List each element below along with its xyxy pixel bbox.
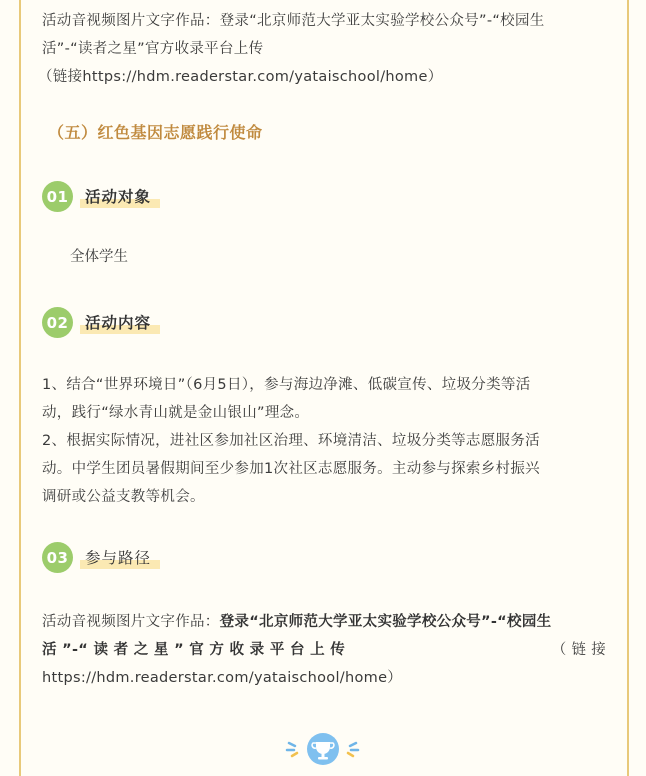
trophy-icon [283, 731, 363, 767]
intro-line-1: 活动音视频图片文字作品：登录“北京师范大学亚太实验学校公众号”-“校园生 [42, 13, 545, 29]
heading-label: 参与路径 [85, 549, 152, 567]
path-link-prefix: （ 链 接 [551, 642, 606, 658]
path-link-url[interactable]: https://hdm.readerstar.com/yataischool/home） [42, 670, 403, 686]
heading-number-badge: 01 [42, 181, 73, 212]
section-title: （五）红色基因志愿践行使命 [48, 123, 263, 142]
intro-link-line: （链接https://hdm.readerstar.com/yataischool/home） [38, 69, 443, 85]
content-line-1: 1、结合“世界环境日”（6月5日），参与海边净滩、低碳宣传、垃圾分类等活 [42, 377, 531, 393]
heading-label: 活动对象 [85, 188, 152, 206]
path-bold-1: 登录“北京师范大学亚太实验学校公众号”-“校园生 [219, 614, 552, 630]
heading-content [42, 307, 242, 341]
intro-paragraph [38, 7, 606, 91]
frame-right-border [627, 0, 629, 776]
content-line-5: 调研或公益支教等机会。 [42, 489, 205, 505]
intro-line-2: 活”-“读者之星”官方收录平台上传 [42, 41, 264, 57]
frame-left-border [19, 0, 21, 776]
heading-label: 活动内容 [85, 314, 152, 332]
content-line-3: 2、根据实际情况，进社区参加社区治理、环境清洁、垃圾分类等志愿服务活 [42, 433, 540, 449]
content-line-2: 动，践行“绿水青山就是金山银山”理念。 [42, 405, 310, 421]
target-text: 全体学生 [70, 249, 128, 265]
path-line-1 [42, 608, 606, 636]
content-paragraph [42, 371, 606, 511]
heading-target [42, 181, 242, 215]
path-paragraph [42, 608, 606, 692]
path-bold-2: 活 ”-“ 读 者 之 星 ” 官 方 收 录 平 台 上 传 [42, 642, 346, 658]
heading-number-badge: 03 [42, 542, 73, 573]
content-line-4: 动。中学生团员暑假期间至少参加1次社区志愿服务。主动参与探索乡村振兴 [42, 461, 540, 477]
heading-path [42, 542, 242, 576]
heading-number-badge: 02 [42, 307, 73, 338]
path-prefix: 活动音视频图片文字作品： [42, 614, 220, 630]
path-line-2 [42, 636, 606, 664]
